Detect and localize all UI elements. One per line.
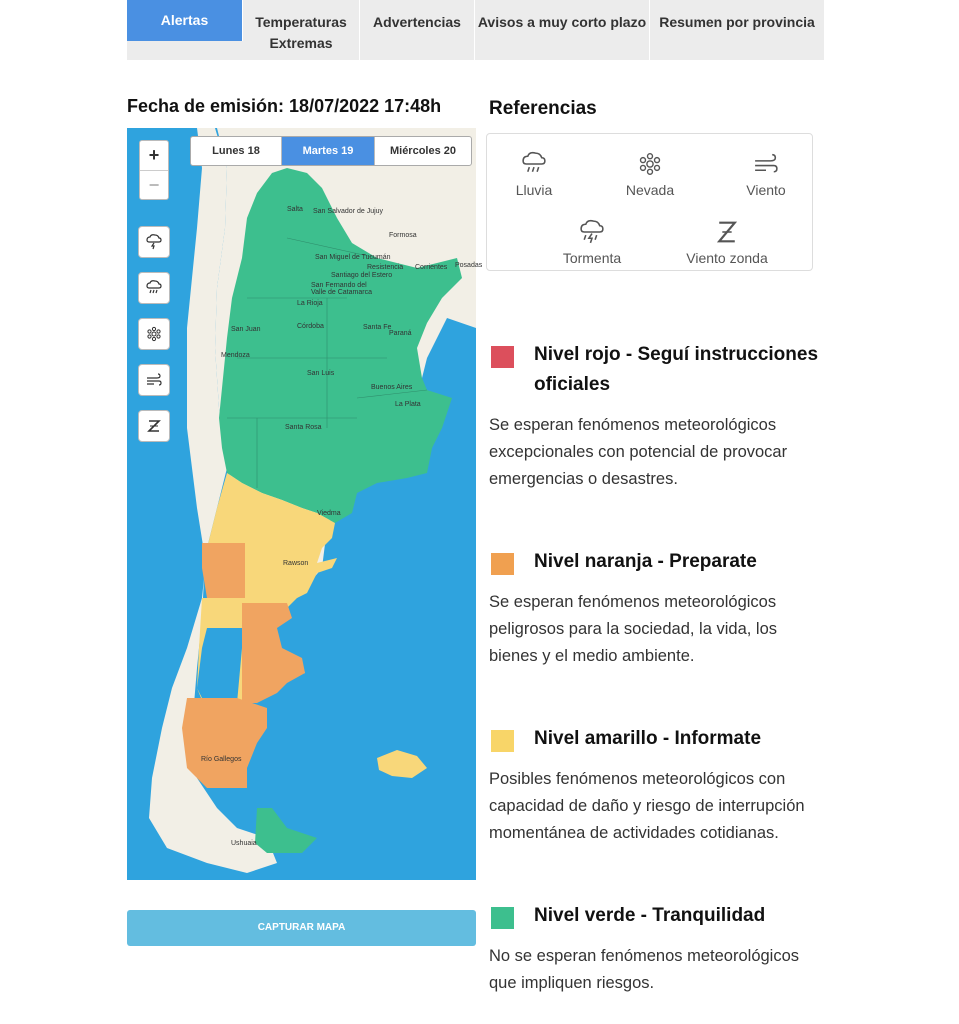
place-label: Viedma [317,510,341,517]
reference-rain-label: Lluvia [515,182,553,198]
tab-alertas[interactable] [127,0,243,41]
level-orange-swatch [491,553,514,575]
place-label: La Rioja [297,300,323,307]
level-red-description: Se esperan fenómenos meteorológicos excepcionales con potencial de provocar emergencias o desastres. [489,416,788,488]
snow-icon [145,325,163,343]
capture-map-button[interactable]: CAPTURAR MAPA [127,910,476,946]
level-red [489,340,819,493]
place-label: La Plata [395,401,421,408]
place-label: Santiago del Estero [331,272,393,279]
level-red-title: Nivel rojo - Seguí instrucciones oficiales [534,344,819,395]
level-green [489,901,819,997]
day-tabs [190,136,472,166]
wind-icon [752,150,780,178]
rain-icon [520,150,548,178]
zoom-out-button[interactable]: − [140,170,168,199]
reference-zonda-label: Viento zonda [686,250,768,266]
reference-rain [489,150,579,198]
tab-avisos[interactable] [475,0,650,60]
level-yellow [489,724,819,847]
reference-wind-label: Viento [746,182,786,198]
snow-icon [636,150,664,178]
tab-advertencias-label: Advertencias [373,14,461,30]
zone-orange-west [202,543,245,598]
tab-resumen[interactable] [650,0,824,60]
reference-snow-label: Nevada [625,182,675,198]
storm-layer-button[interactable] [138,226,170,258]
place-label: Rawson [283,560,309,567]
place-label: Buenos Aires [371,384,413,391]
place-label: Resistencia [367,264,404,271]
place-label: Río Gallegos [201,756,242,763]
wind-icon [145,371,163,389]
place-label: Corrientes [415,264,448,271]
place-label: Mendoza [221,352,250,359]
level-yellow-description: Posibles fenómenos meteorológicos con capacidad de daño y riesgo de interrupción momentánea de actividades cotidianas. [489,770,805,842]
level-green-title: Nivel verde - Tranquilidad [534,905,766,926]
day-tab-miercoles[interactable]: Miércoles 20 [389,145,457,157]
level-red-swatch [491,346,514,368]
references-box [486,133,813,271]
issue-date: Fecha de emisión: 18/07/2022 17:48h [127,96,442,116]
map-geography [127,128,476,880]
storm-icon [578,218,606,246]
place-label: Salta [287,206,303,213]
place-label: San Miguel de Tucumán [315,254,391,261]
place-label: San Juan [231,326,261,333]
reference-wind [721,150,811,198]
zonda-icon [713,218,741,246]
place-label: Posadas [455,262,483,269]
references-title: Referencias [489,98,597,119]
tab-avisos-label: Avisos a muy corto plazo [477,14,647,30]
level-green-swatch [491,907,514,929]
snow-layer-button[interactable] [138,318,170,350]
place-label: San Salvador de Jujuy [313,208,384,215]
storm-icon [145,233,163,251]
alert-map[interactable] [127,128,483,880]
place-label: San Luis [307,370,335,377]
day-tab-lunes[interactable]: Lunes 18 [191,137,282,165]
zoom-in-button[interactable]: + [148,145,160,165]
rain-icon [145,279,163,297]
level-green-description: No se esperan fenómenos meteorológicos que impliquen riesgos. [489,947,800,992]
level-yellow-swatch [491,730,514,752]
place-label: Santa Rosa [285,424,322,431]
reference-snow [605,150,695,198]
rain-layer-button[interactable] [138,272,170,304]
zonda-layer-button[interactable] [138,410,170,442]
tab-alertas-label: Alertas [160,12,209,28]
zone-orange-central [242,603,305,703]
place-label: Formosa [389,232,417,239]
level-orange [489,547,819,670]
level-yellow-title: Nivel amarillo - Informate [534,728,762,749]
reference-zonda [677,218,777,266]
place-label: Ushuaia [231,840,257,847]
tab-temperaturas-label: Temperaturas [255,14,347,30]
tab-extremas-label: Extremas [269,35,333,51]
reference-storm-label: Tormenta [562,250,622,266]
map-layer-tools [138,226,170,456]
tab-advertencias[interactable] [360,0,475,60]
place-label: San Fernando del Valle de Catamarca [311,282,372,296]
zoom-control [139,140,169,200]
zonda-icon [145,417,163,435]
level-orange-title: Nivel naranja - Preparate [534,551,757,572]
zone-orange-south [182,698,267,788]
tab-temperaturas-extremas[interactable] [243,0,360,60]
place-label: Córdoba [297,323,324,330]
place-label: Santa Fe [363,324,392,331]
day-tab-martes[interactable]: Martes 19 [282,137,375,165]
level-orange-description: Se esperan fenómenos meteorológicos peligrosos para la sociedad, la vida, los bienes y el medio ambiente. [489,593,778,665]
wind-layer-button[interactable] [138,364,170,396]
tab-resumen-label: Resumen por provincia [659,14,815,30]
nav-tabs [127,0,824,60]
reference-storm [547,218,637,266]
place-label: Paraná [389,330,412,337]
zone-islands [377,750,427,778]
zone-green-south [255,808,317,853]
